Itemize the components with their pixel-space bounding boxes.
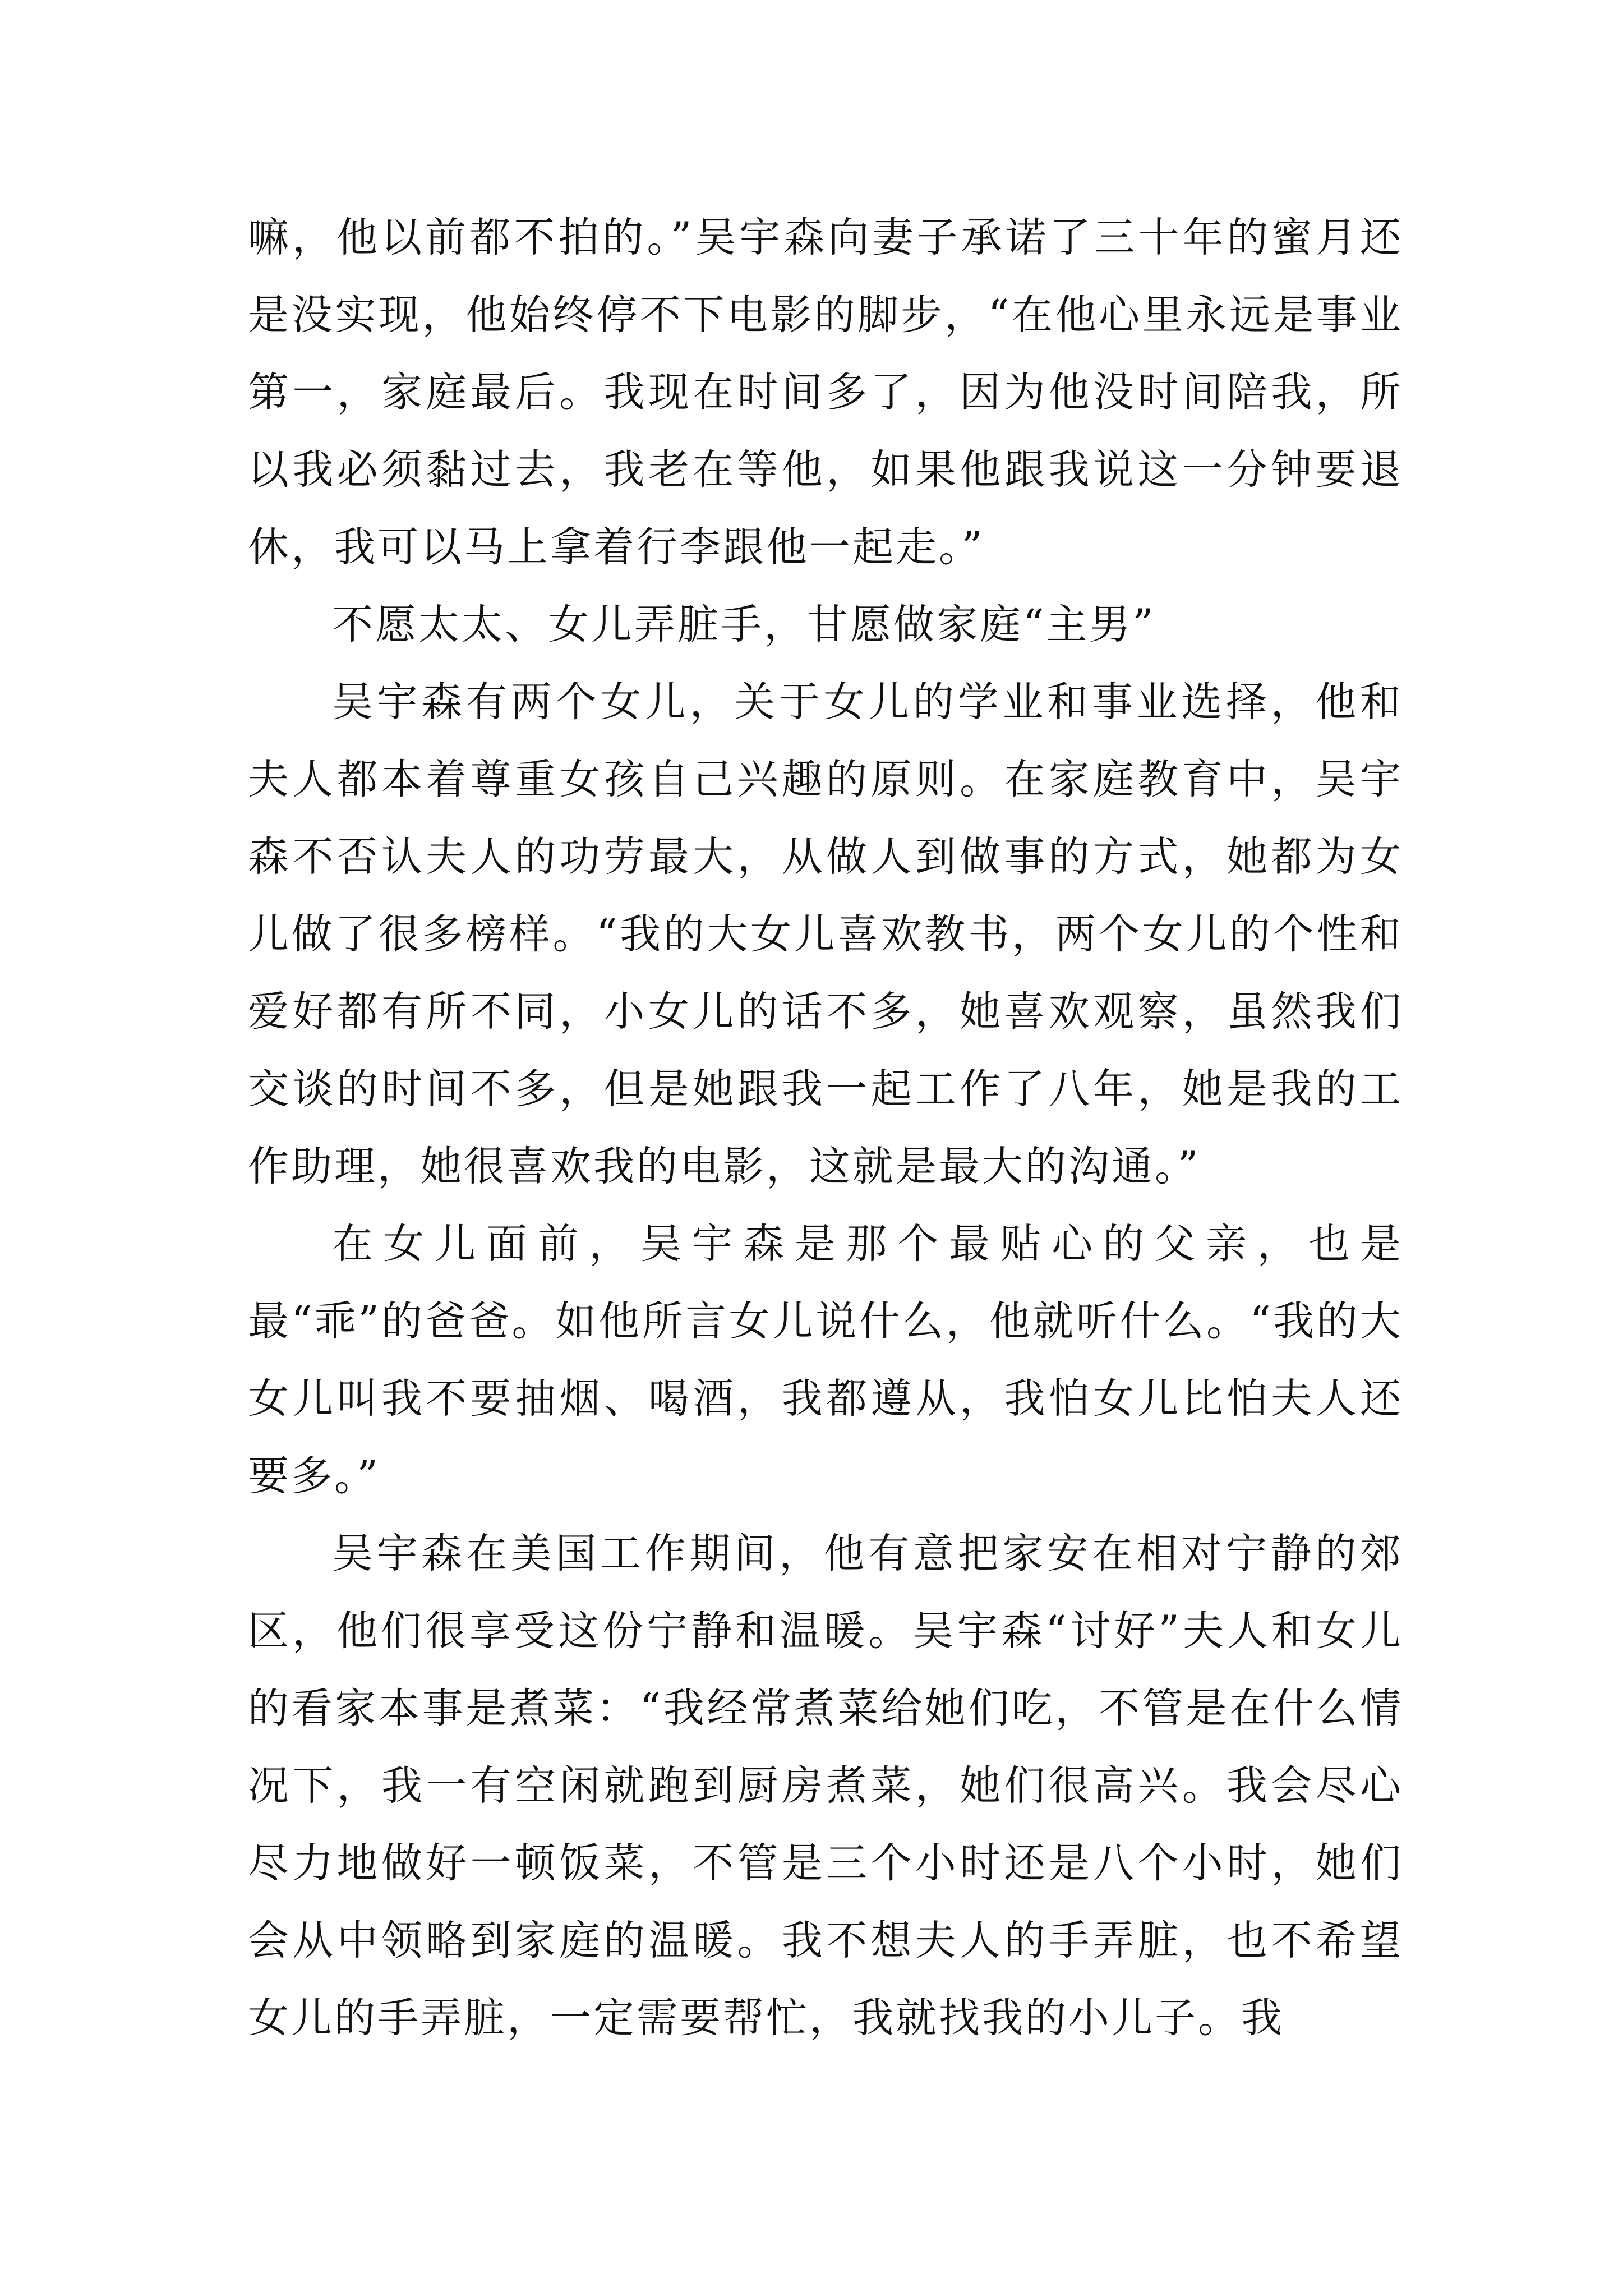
paragraph-cooking: 吴宇森在美国工作期间，他有意把家安在相对宁静的郊区，他们很享受这份宁静和温暖。吴宇森“讨好”夫人和女儿的看家本事是煮菜：“我经常煮菜给她们吃，不管是在什么情况下，我一有空闲就跑到厨房煮菜，她们很高兴。我会尽心尽力地做好一顿饭菜，不管是三个小时还是八个小时，她们会从中领略到家庭的温暖。我不想夫人的手弄脏，也不希望女儿的手弄脏，一定需要帮忙，我就找我的小儿子。我 bbox=[248, 1530, 1403, 2042]
body-text bbox=[248, 199, 1403, 2057]
section-heading: 不愿太太、女儿弄脏手，甘愿做家庭“主男” bbox=[332, 601, 1156, 648]
paragraph-continuation: 嘛，他以前都不拍的。”吴宇森向妻子承诺了三十年的蜜月还是没实现，他始终停不下电影的脚步，“在他心里永远是事业第一，家庭最后。我现在时间多了，因为他没时间陪我，所以我必须黏过去，我老在等他，如果他跟我说这一分钟要退休，我可以马上拿着行李跟他一起走。” bbox=[248, 214, 1403, 571]
paragraph-daughters: 吴宇森有两个女儿，关于女儿的学业和事业选择，他和夫人都本着尊重女孩自己兴趣的原则。在家庭教育中，吴宇森不否认夫人的功劳最大，从做人到做事的方式，她都为女儿做了很多榜样。“我的大女儿喜欢教书，两个女儿的个性和爱好都有所不同，小女儿的话不多，她喜欢观察，虽然我们交谈的时间不多，但是她跟我一起工作了八年，她是我的工作助理，她很喜欢我的电影，这就是最大的沟通。” bbox=[248, 678, 1403, 1190]
paragraph-father: 在女儿面前，吴宇森是那个最贴心的父亲，也是最“乖”的爸爸。如他所言女儿说什么，他就听什么。“我的大女儿叫我不要抽烟、喝酒，我都遵从，我怕女儿比怕夫人还要多。” bbox=[248, 1220, 1403, 1500]
